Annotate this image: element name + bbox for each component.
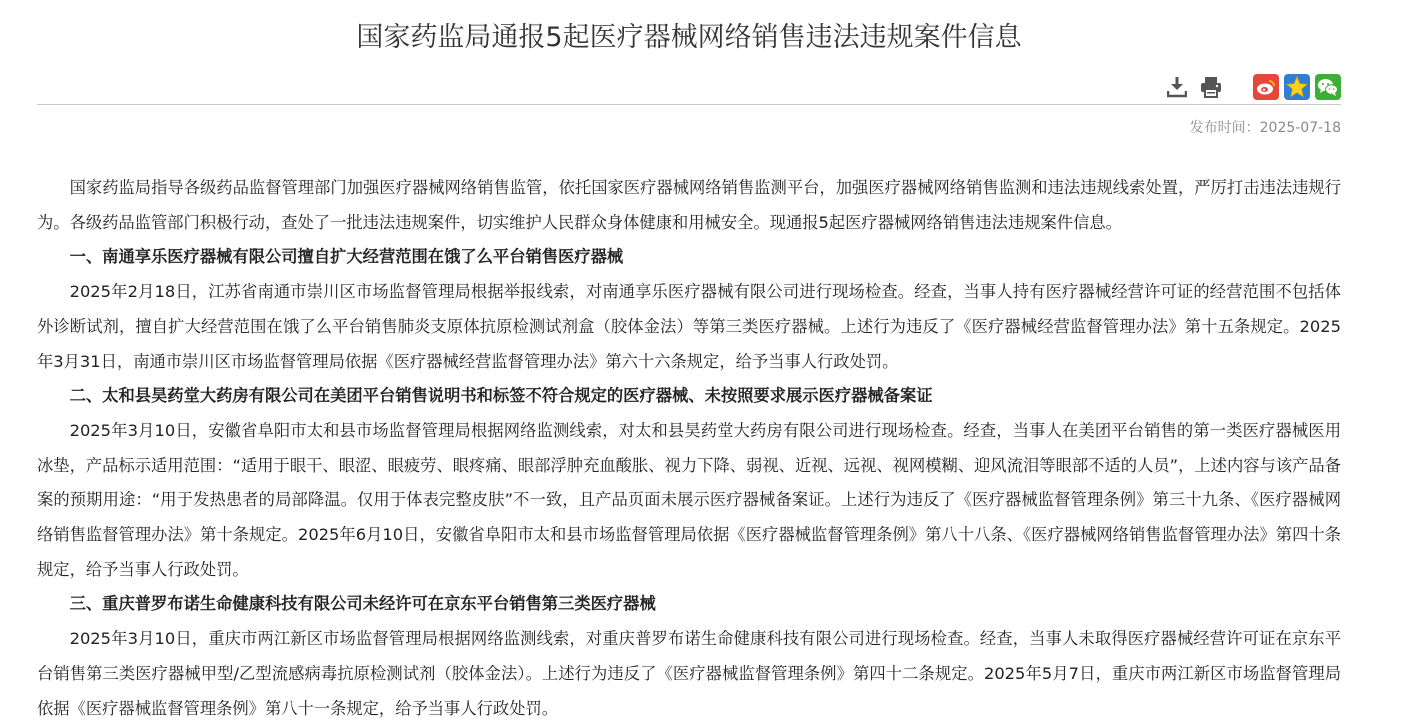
share-weibo-button[interactable]	[1253, 74, 1279, 100]
case-3-heading: 三、重庆普罗布诺生命健康科技有限公司未经许可在京东平台销售第三类医疗器械	[69, 594, 656, 614]
share-qzone-button[interactable]	[1284, 74, 1310, 100]
publish-time: 发布时间：2025-07-18	[1189, 120, 1341, 136]
title-divider	[37, 104, 1341, 105]
article	[37, 0, 1341, 718]
download-button[interactable]	[1164, 74, 1190, 100]
case-2-paragraph: 2025年3月10日，安徽省阜阳市太和县市场监督管理局根据网络监测线索，对太和县昊药堂大药房有限公司进行现场检查。经查，当事人在美团平台销售的第一类医疗器械医用冰垫，产品标示适用范围：“适用于眼干、眼涩、眼疲劳、眼疼痛、眼部浮肿充血酸胀、视力下降、弱视、近视、远视、视网模糊、迎风流泪等眼部不适的人员”，上述内容与该产品备案的预期用途：“用于发热患者的局部降温。仅用于体表完整皮肤”不一致，且产品页面未展示医疗器械备案证。上述行为违反了《医疗器械监督管理条例》第三十九条、《医疗器械网络销售监督管理办法》第十条规定。2025年6月10日，安徽省阜阳市太和县市场监督管理局依据《医疗器械监督管理条例》第八十八条、《医疗器械网络销售监督管理办法》第四十条规定，给予当事人行政处罚。	[37, 420, 1341, 579]
download-icon	[1167, 76, 1187, 98]
case-1-paragraph: 2025年2月18日，江苏省南通市崇川区市场监督管理局根据举报线索，对南通享乐医疗器械有限公司进行现场检查。经查，当事人持有医疗器械经营许可证的经营范围不包括体外诊断试剂，擅自扩大经营范围在饿了么平台销售肺炎支原体抗原检测试剂盒（胶体金法）等第三类医疗器械。上述行为违反了《医疗器械经营监督管理办法》第十五条规定。2025年3月31日，南通市崇川区市场监督管理局依据《医疗器械经营监督管理办法》第六十六条规定，给予当事人行政处罚。	[37, 282, 1341, 371]
intro-paragraph: 国家药监局指导各级药品监督管理部门加强医疗器械网络销售监管，依托国家医疗器械网络销售监测平台，加强医疗器械网络销售监测和违法违规线索处置，严厉打击违法违规行为。各级药品监管部门积极行动，查处了一批违法违规案件，切实维护人民群众身体健康和用械安全。现通报5起医疗器械网络销售违法违规案件信息。	[37, 178, 1341, 232]
article-body	[37, 171, 1341, 726]
page-title: 国家药监局通报5起医疗器械网络销售违法违规案件信息	[356, 22, 1022, 53]
print-button[interactable]	[1198, 74, 1224, 100]
qzone-icon	[1286, 76, 1308, 98]
case-2-heading: 二、太和县昊药堂大药房有限公司在美团平台销售说明书和标签不符合规定的医疗器械、未按照要求展示医疗器械备案证	[69, 386, 933, 406]
case-1-heading: 一、南通享乐医疗器械有限公司擅自扩大经营范围在饿了么平台销售医疗器械	[69, 247, 624, 267]
case-3-paragraph: 2025年3月10日，重庆市两江新区市场监督管理局根据网络监测线索，对重庆普罗布诺生命健康科技有限公司进行现场检查。经查，当事人未取得医疗器械经营许可证在京东平台销售第三类医疗器械甲型/乙型流感病毒抗原检测试剂（胶体金法）。上述行为违反了《医疗器械监督管理条例》第四十二条规定。2025年5月7日，重庆市两江新区市场监督管理局依据《医疗器械监督管理条例》第八十一条规定，给予当事人行政处罚。	[37, 629, 1341, 718]
weibo-icon	[1256, 78, 1276, 96]
printer-icon	[1200, 76, 1222, 98]
wechat-icon	[1317, 77, 1339, 97]
article-toolbar	[1164, 72, 1341, 102]
share-wechat-button[interactable]	[1315, 74, 1341, 100]
